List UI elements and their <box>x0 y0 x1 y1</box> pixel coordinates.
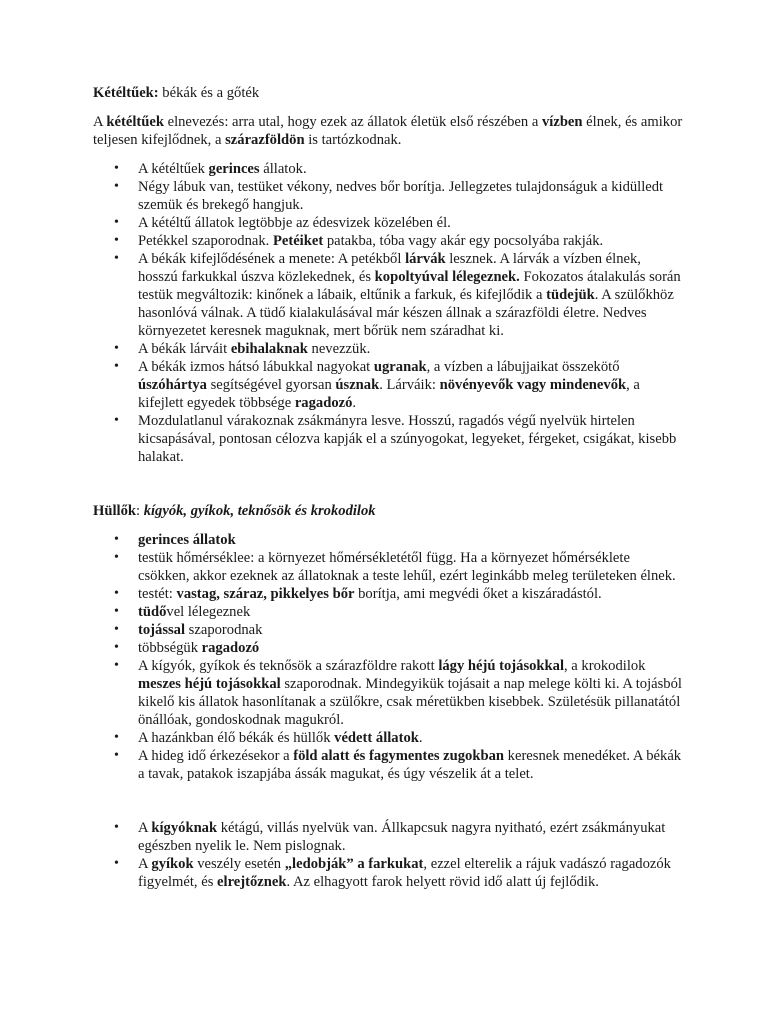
text-run: vel lélegeznek <box>166 604 251 620</box>
bold-text: lágy héjú tojásokkal <box>438 658 564 674</box>
bold-text: tüdő <box>138 604 167 620</box>
bold-text: vízben <box>541 114 583 130</box>
text-run: szaporodnak <box>185 622 263 638</box>
text-run: . Az elhagyott farok helyett rövid idő alatt új fejlődik. <box>286 874 599 890</box>
list-item <box>93 657 683 729</box>
extra-section <box>93 819 683 891</box>
extra-bullet-list <box>93 819 683 891</box>
text-run: patakba, tóba vagy akár egy pocsolyába rakják. <box>323 233 604 249</box>
text-run: . Lárváik: <box>379 377 440 393</box>
bold-text: tüdejük <box>546 287 595 303</box>
text-run: , a kifejlett egyedek többsége <box>138 377 640 411</box>
list-item <box>93 639 683 657</box>
bold-text: tojással <box>138 622 186 638</box>
text-run: . <box>352 395 357 411</box>
text-run: is tartózkodnak. <box>304 132 402 148</box>
text-run: élnek, és amikor teljesen kifejlődnek, a <box>93 114 683 148</box>
bold-text: kopoltyúval lélegeznek. <box>374 269 520 285</box>
text-run: , a vízben a lábujjaikat összekötő <box>426 359 620 375</box>
text-run: A <box>93 114 107 130</box>
bold-text: Hüllők <box>93 503 136 519</box>
list-item <box>93 729 683 747</box>
amphibians-section <box>93 84 683 466</box>
text-run: A kétéltűek <box>138 161 209 177</box>
bold-text: „ledobják” a farkukat <box>284 856 424 872</box>
list-item <box>93 531 683 549</box>
list-item <box>93 621 683 639</box>
text-run: segítségével gyorsan <box>206 377 336 393</box>
list-item <box>93 585 683 603</box>
bold-text: védett állatok <box>334 730 419 746</box>
text-run: Négy lábuk van, testüket vékony, nedves bőr borítja. Jellegzetes tulajdonságuk a kidülledt szemük és brekegő hangjuk. <box>138 179 664 213</box>
bold-text: Kétéltűek: <box>93 85 159 101</box>
reptiles-bullet-list <box>93 531 683 783</box>
text-run: : <box>136 503 144 519</box>
text-run: Fokozatos átalakulás során testük megváltozik: kinőnek a lábaik, eltűnik a farkuk, és kifejlődik a <box>138 269 681 303</box>
emphasis-text: kígyók, gyíkok, teknősök és krokodilok <box>143 503 376 519</box>
text-run: testét: <box>138 586 177 602</box>
list-item <box>93 214 683 232</box>
section-heading-reptiles <box>93 502 683 520</box>
list-item <box>93 412 683 466</box>
bold-text: ragadozó <box>294 395 353 411</box>
text-run: nevezzük. <box>307 341 371 357</box>
text-run: lesznek. A lárvák a vízben élnek, hosszú farkukkal úszva közlekednek, és <box>138 251 641 285</box>
bold-text: lárvák <box>405 251 446 267</box>
text-run: , a krokodilok <box>564 658 646 674</box>
bold-text: úszóhártya <box>138 377 207 393</box>
text-run: állatok. <box>259 161 307 177</box>
bold-text: meszes héjú tojásokkal <box>138 676 281 692</box>
list-item <box>93 358 683 412</box>
text-run: A békák izmos hátsó lábukkal nagyokat <box>138 359 374 375</box>
section-heading-amphibians <box>93 84 683 102</box>
text-run: A <box>138 820 152 836</box>
list-item <box>93 549 683 585</box>
list-item <box>93 340 683 358</box>
text-run: A hazánkban élő békák és hüllők <box>138 730 335 746</box>
text-run: Mozdulatlanul várakoznak zsákmányra lesve. Hosszú, ragadós végű nyelvük hirtelen kicsapásával, pontosan célozva kapják el a szúnyogokat, legyeket, férgeket, csigákat, kisebb halakat. <box>138 413 677 465</box>
bold-text: föld alatt és fagymentes zugokban <box>293 748 505 764</box>
text-run: kétágú, villás nyelvük van. Állkapcsuk nagyra nyitható, ezért zsákmányukat egészben nyelik le. Nem pislognak. <box>138 820 666 854</box>
text-run: . A szülőkhöz hasonlóvá válnak. A tüdő kialakulásával már készen állnak a szárazföldi életre. Nedves környezetet keresnek maguknak, mert bőrük nem száradhat ki. <box>138 287 674 339</box>
list-item <box>93 819 683 855</box>
list-item <box>93 855 683 891</box>
bold-text: vastag, száraz, pikkelyes bőr <box>176 586 355 602</box>
bold-text: szárazföldön <box>225 132 305 148</box>
text-run: szaporodnak. Mindegyikük tojásait a nap melege költi ki. A tojásból kikelő kis állatok hasonlítanak a szülőkre, csak méretükben kisebbek. Születésük pillanatától önállóak, gondoskodnak magukról. <box>138 676 682 728</box>
list-item <box>93 747 683 783</box>
text-run: elnevezés: arra utal, hogy ezek az állatok életük első részében a <box>163 114 542 130</box>
list-item <box>93 603 683 621</box>
bold-text: gerinces <box>208 161 260 177</box>
bold-italic-text <box>144 503 376 519</box>
bold-text: növényevők vagy mindenevők <box>439 377 627 393</box>
text-run: A békák lárváit <box>138 341 231 357</box>
bold-text: úsznak <box>335 377 380 393</box>
bold-text: kétéltűek <box>106 114 164 130</box>
text-run: A kétéltű állatok legtöbbje az édesvizek közelében él. <box>138 215 451 231</box>
bold-text: elrejtőznek <box>217 874 287 890</box>
bold-text: gerinces állatok <box>138 532 236 548</box>
amphibians-bullet-list <box>93 160 683 466</box>
text-run: A <box>138 856 152 872</box>
bold-text: Petéiket <box>272 233 324 249</box>
text-run: borítja, ami megvédi őket a kiszáradástól. <box>354 586 602 602</box>
text-run: többségük <box>138 640 202 656</box>
text-run: testük hőmérséklee: a környezet hőmérsékletétől függ. Ha a környezet hőmérséklete csökken, akkor ezeknek az állatoknak a teste lehűl, ezért leginkább meleg területeken élnek. <box>138 550 676 584</box>
list-item <box>93 250 683 340</box>
text-run: A békák kifejlődésének a menete: A petékből <box>138 251 406 267</box>
text-run: Petékkel szaporodnak. <box>138 233 273 249</box>
bold-text: ragadozó <box>201 640 260 656</box>
text-run: , ezzel elterelik a rájuk vadászó ragadozók figyelmét, és <box>138 856 671 890</box>
text-run: keresnek menedéket. A békák a tavak, patakok iszapjába ássák magukat, és úgy vészelik át a telet. <box>138 748 682 782</box>
list-item <box>93 232 683 250</box>
bold-text: kígyóknak <box>151 820 218 836</box>
reptiles-section <box>93 502 683 783</box>
text-run: A kígyók, gyíkok és teknősök a szárazföldre rakott <box>138 658 439 674</box>
intro-paragraph <box>93 113 683 149</box>
bold-text: ebihalaknak <box>230 341 308 357</box>
bold-text: gyíkok <box>151 856 194 872</box>
text-run: békák és a gőték <box>158 85 260 101</box>
text-run: veszély esetén <box>193 856 285 872</box>
document-page <box>93 84 683 891</box>
list-item <box>93 160 683 178</box>
text-run: A hideg idő érkezésekor a <box>138 748 294 764</box>
bold-text: ugranak <box>373 359 427 375</box>
list-item <box>93 178 683 214</box>
text-run: . <box>418 730 423 746</box>
